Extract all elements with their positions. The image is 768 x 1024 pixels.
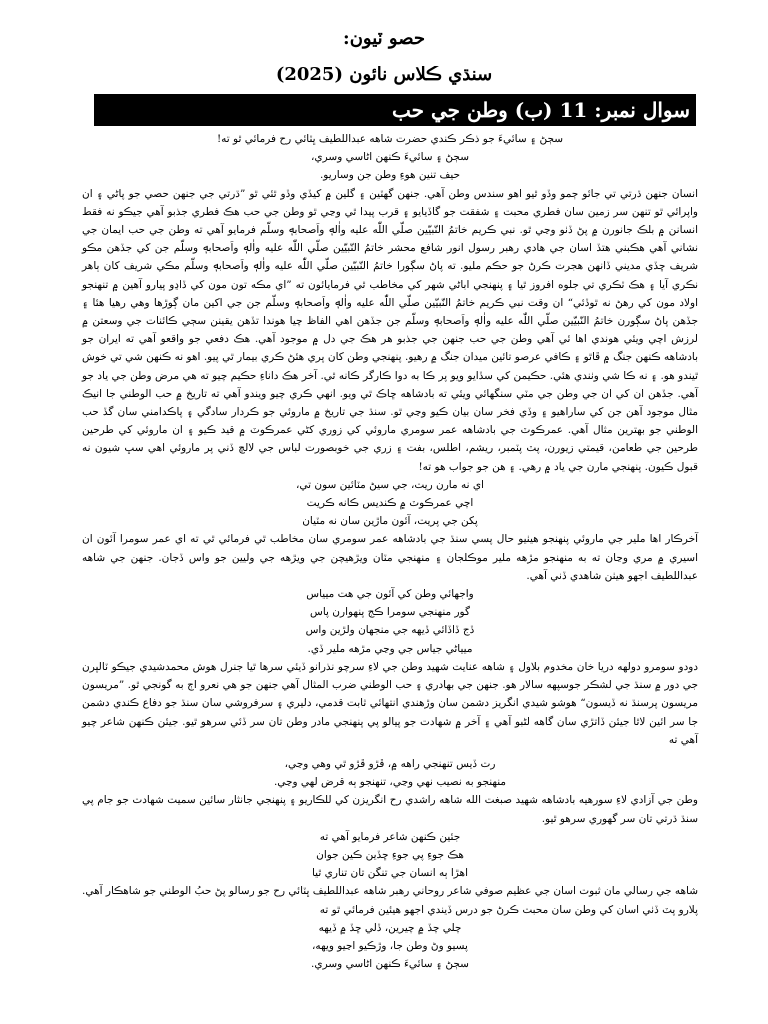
paragraph: آخرڪار اها ملير جي ماروئي پنهنجو هيٺيو حال پسي سنڌ جي بادشاهه عمر سومري سان مخاطب ٿي فرمائي ٿي ته اي عمر سومرا آئون ان اسيري ۾ مري وڃان ته به منهنجو مڙهه ملير موڪلجان ۽ منهنجي مٽان ويڙهيچن جي ويڙهه جي وليين جو واس ڏجان. جنهن جي شاهه عبداللطيف اجهو هيٺن شاهدي ڏني آهي.: [82, 533, 698, 582]
verse-line: اچي عمرڪوٽ ۾ ڪنديس ڪانه ڪريت: [306, 497, 474, 510]
paragraph: وطن جي آزادي لاءِ سورهيه بادشاهه شهيد صبغت الله شاهه راشدي رح انگريزن کي للڪاريو ۽ پنهنجي جانثار سائين سميت شهادت جو جام پي سنڌ ڌرتي تان سر گهوري سرهو ٿيو.: [82, 794, 698, 825]
intro-line: سڄڻ ۽ سائيءَ جو ذڪر ڪندي حضرت شاهه عبداللطيف ڀٽائي رح فرمائي ٿو ته!: [216, 133, 564, 145]
verse-line: چلي چڏ ۾ چيرين، ڏلي ڇڏ ۾ ڏيهه: [318, 921, 462, 934]
verse-line: پسيو وڻ وطن جا، وڙڪيو اڃيو ويهه،: [312, 939, 468, 952]
verse-line: ڏج ڏاڏائي ڏيهه جي منجهان ولڙين واس: [305, 624, 475, 637]
essay-body: [82, 130, 698, 973]
section-heading: حصو ٽيون:: [343, 28, 425, 49]
paragraph: انسان جنهن ڌرتي تي جائو ڄمو وڏو ٿيو اهو سندس وطن آهي. جنهن گهٽين ۽ گلين ۾ کيڏي وڏو ٿئي ٿو ”ڌرتي جي جنهن حصي جو پاڻي ۽ ان واپرائي ٿو تنهن سر زمين سان فطري محبت ۽ شفقت جو گاڏيايو ۽ قرب پيدا ٿي وڃي ٿو وطن جي حب هڪ فطري جذبو آهي جيڪو نه فقط انسانن ۾ بلڪ جانورن ۾ پڻ ڏٺو وڃي ٿو. نبي ڪريم خاتمُ النّبيّين صلّي اللّٰه عليه واٰلهٖ واَصحابهٖ وسلّم فرمايو آهي ته وطن جي حب ايمان جي نشاني آهي هڪبني هتڏ اسان جي هادي رهبر رسول انور شافع محشر خاتمُ النّبيّين صلّي اللّٰه عليه واٰلهٖ واَصحابهٖ وسلّم جن کي جڏهن مڪو شريف ڇڏي مديني ڏانهن هجرت ڪرڻ جو حڪم مليو. ته پاڻ سڳورا خاتمُ النّبيّين صلّي اللّٰه عليه واٰلهٖ واَصحابهٖ وسلّم مڪي شريف کان ٻاهر نڪري آيا ۽ هڪ ٽڪري تي جلوه افروز ٿيا ۽ پنهنجي اباڻي شهر کي مخاطب ٿي فرمايائون ته ”اي مڪه تون مون کي ڏاڍو پيارو آهين ۾ تنهنجو اولاد مون کي رهڻ نه ٿوڏئي“ ان وقت نبي ڪريم خاتمُ النّبيّين صلّي اللّٰه عليه واٰلهٖ واَصحابهٖ وسلّم جن جي اکين مان ڳوڙها وهي رهيا هئا ۽ جڏهن پاڻ سڳورن خاتمُ النّبيّين صلّي اللّٰه عليه واٰلهٖ واَصحابهٖ وسلّم جن جڏهن اهي الفاظ چيا هوندا تڏهن يقينن سڄي ڪائنات جي وسعتن ۾ لرزش اچي ويئي هوندي اها ئي آهي وطن جي حب جنهن جي جذبو هر هڪ جي دل ۾ موجود آهي. هڪ دفعي جو واقعو آهي ته ايران جو بادشاهه ڪنهن جنگ ۾ ڦاٿو ۽ ڪافي عرصو تائين ميدان جنگ ۾ رهيو. پنهنجي وطن کان پري هئڻ ڪري بيمار ٿي پيو. اهو نه ڪنهن شي تي خوش ٿيندو هو. ۽ نه ڪا شي وٺندي هئي. حڪيمن کي سڏايو ويو پر ڪا به دوا ڪارگر ڪانه ٿي. آخر هڪ داناءِ حڪيم چيو ته هي مرض وطن جي ياد جو آهي. جڏهن ان کي ان جي وطن جي مٽي سنگهائي ويئي ته بادشاهه ڇاڪ ٿي ويو. انهي ڪري چيو ويندو آهي ته تاريخ ۾ حب الوطني جا انيڪ مثال موجود آهن جن کي ساراهيو ۽ وڏي فخر سان بيان ڪيو وڃي ٿو. سنڌ جي تاريخ ۾ ماروئي جو ڪردار سادگي ۽ پاڪدامني سان گڏ حب الوطني جو بهترين مثال آهي. عمرڪوٽ جي بادشاهه عمر سومري ماروئي کي زوري کڻي عمرڪوٽ ۾ قيد ڪيو ۽ ان ماروئي کي طرحين طرحين جي طعامن، قيمتي زيورن، پٽ پٽمبر، ريشم، اطلس، بفت ۽ زري جي خوبصورت لباس جي لالچ ڏني پر ماروئي اهي سڀ شيون نه قبول ڪيون. پنهنجي مارن جي ياد ۾ رهي. ۽ هن جو جواب هو ته!: [82, 187, 698, 473]
verse-line: ميياڻي جياس جي وڃي مڙهه ملير ڏي.: [307, 642, 473, 655]
verse-line: سڄڻ ۽ سائيءَ ڪنهن اڻاسي وسري،: [311, 151, 469, 164]
verse-line: واجهائي وطن کي آئون جي هت ميياس: [306, 588, 474, 601]
verse-line: اي نه مارن ريت، جي سيڻ مٽائين سون تي،: [296, 478, 484, 491]
verse-line: حيف تنين هوءِ وطن جن وساريو.: [319, 169, 461, 182]
paragraph: دودو سومرو دولهه دريا خان مخدوم بلاول ۽ شاهه عنايت شهيد وطن جي لاءِ سرچو نذرانو ڏيئي سرها ٿيا جنرل هوش محمدشيدي جيڪو ٽالپرن جي دور ۾ سنڌ جي لشڪر جوسپهه سالار هو. جنهن جي بهادري ۽ حب الوطني ضرب المثال آهي جنهن جو هي نعرو اڄ به گونجي ٿو. ”مريسون مريسون پرسنڌ نه ڏيسون“ هوشو شيدي انگريز دشمن سان وڙهندي انتهائي ثابت قدمي، دليري ۽ سرفروشي سان سنڌ جو دفاع ڪندي دشمن جا سر ائين لاٿا جيئن ڏاتڙي سان گاهه لڻبو آهي ۽ آخر ۾ شهادت جو پيالو پي پنهنجي مادر وطن تان سر ڏئي سرهو ٿيو. جيئن ڪنهن شاعر چيو آهي ته: [82, 660, 698, 746]
verse-line: اهڙا ٻه انسان جي تنگن تان تناري ٿيا: [311, 867, 469, 880]
paragraph: شاهه جي رسالي مان ثبوت اسان جي عظيم صوفي شاعر روحاني رهبر شاهه عبداللطيف ڀٽائي رح جو رسالو پڻ حبُ الوطني جو شاهڪار آهي. پلارو پٽ ڏٺي اسان کي وطن سان محبت ڪرڻ جو درس ڏيندي اجهو هيئين فرمائي ٿو ته: [82, 885, 698, 916]
verse-line: منهنجو به نصيب نهي وڃي، تنهنجو ٻه قرض لهي وڃي.: [273, 776, 507, 789]
class-title: سنڌي ڪلاس نائون (2025): [275, 64, 493, 85]
verse-line: هڪ جوءِ پي جوءِ ڇڏين ڪين جوان: [316, 848, 464, 861]
verse-line: پکن جي پريت، آئون ماڙين سان نه مٽيان: [302, 515, 478, 528]
verse-line: جئين ڪنهن شاعر فرمايو آهي ته: [319, 830, 461, 843]
question-title-bar: سوال نمبر: 11 (ب) وطن جي حب: [94, 94, 696, 126]
verse-line: سڄڻ ۽ سائيءَ ڪنهن اڻاسي وسري.: [311, 958, 469, 971]
verse-line: رت ڏيس تنهنجي راهه ۾، ڦڙو ڦڙو ٿي وهي وڃي،: [284, 757, 496, 770]
verse-line: گور منهنجي سومرا ڪج پنهوارن پاس: [310, 606, 470, 619]
